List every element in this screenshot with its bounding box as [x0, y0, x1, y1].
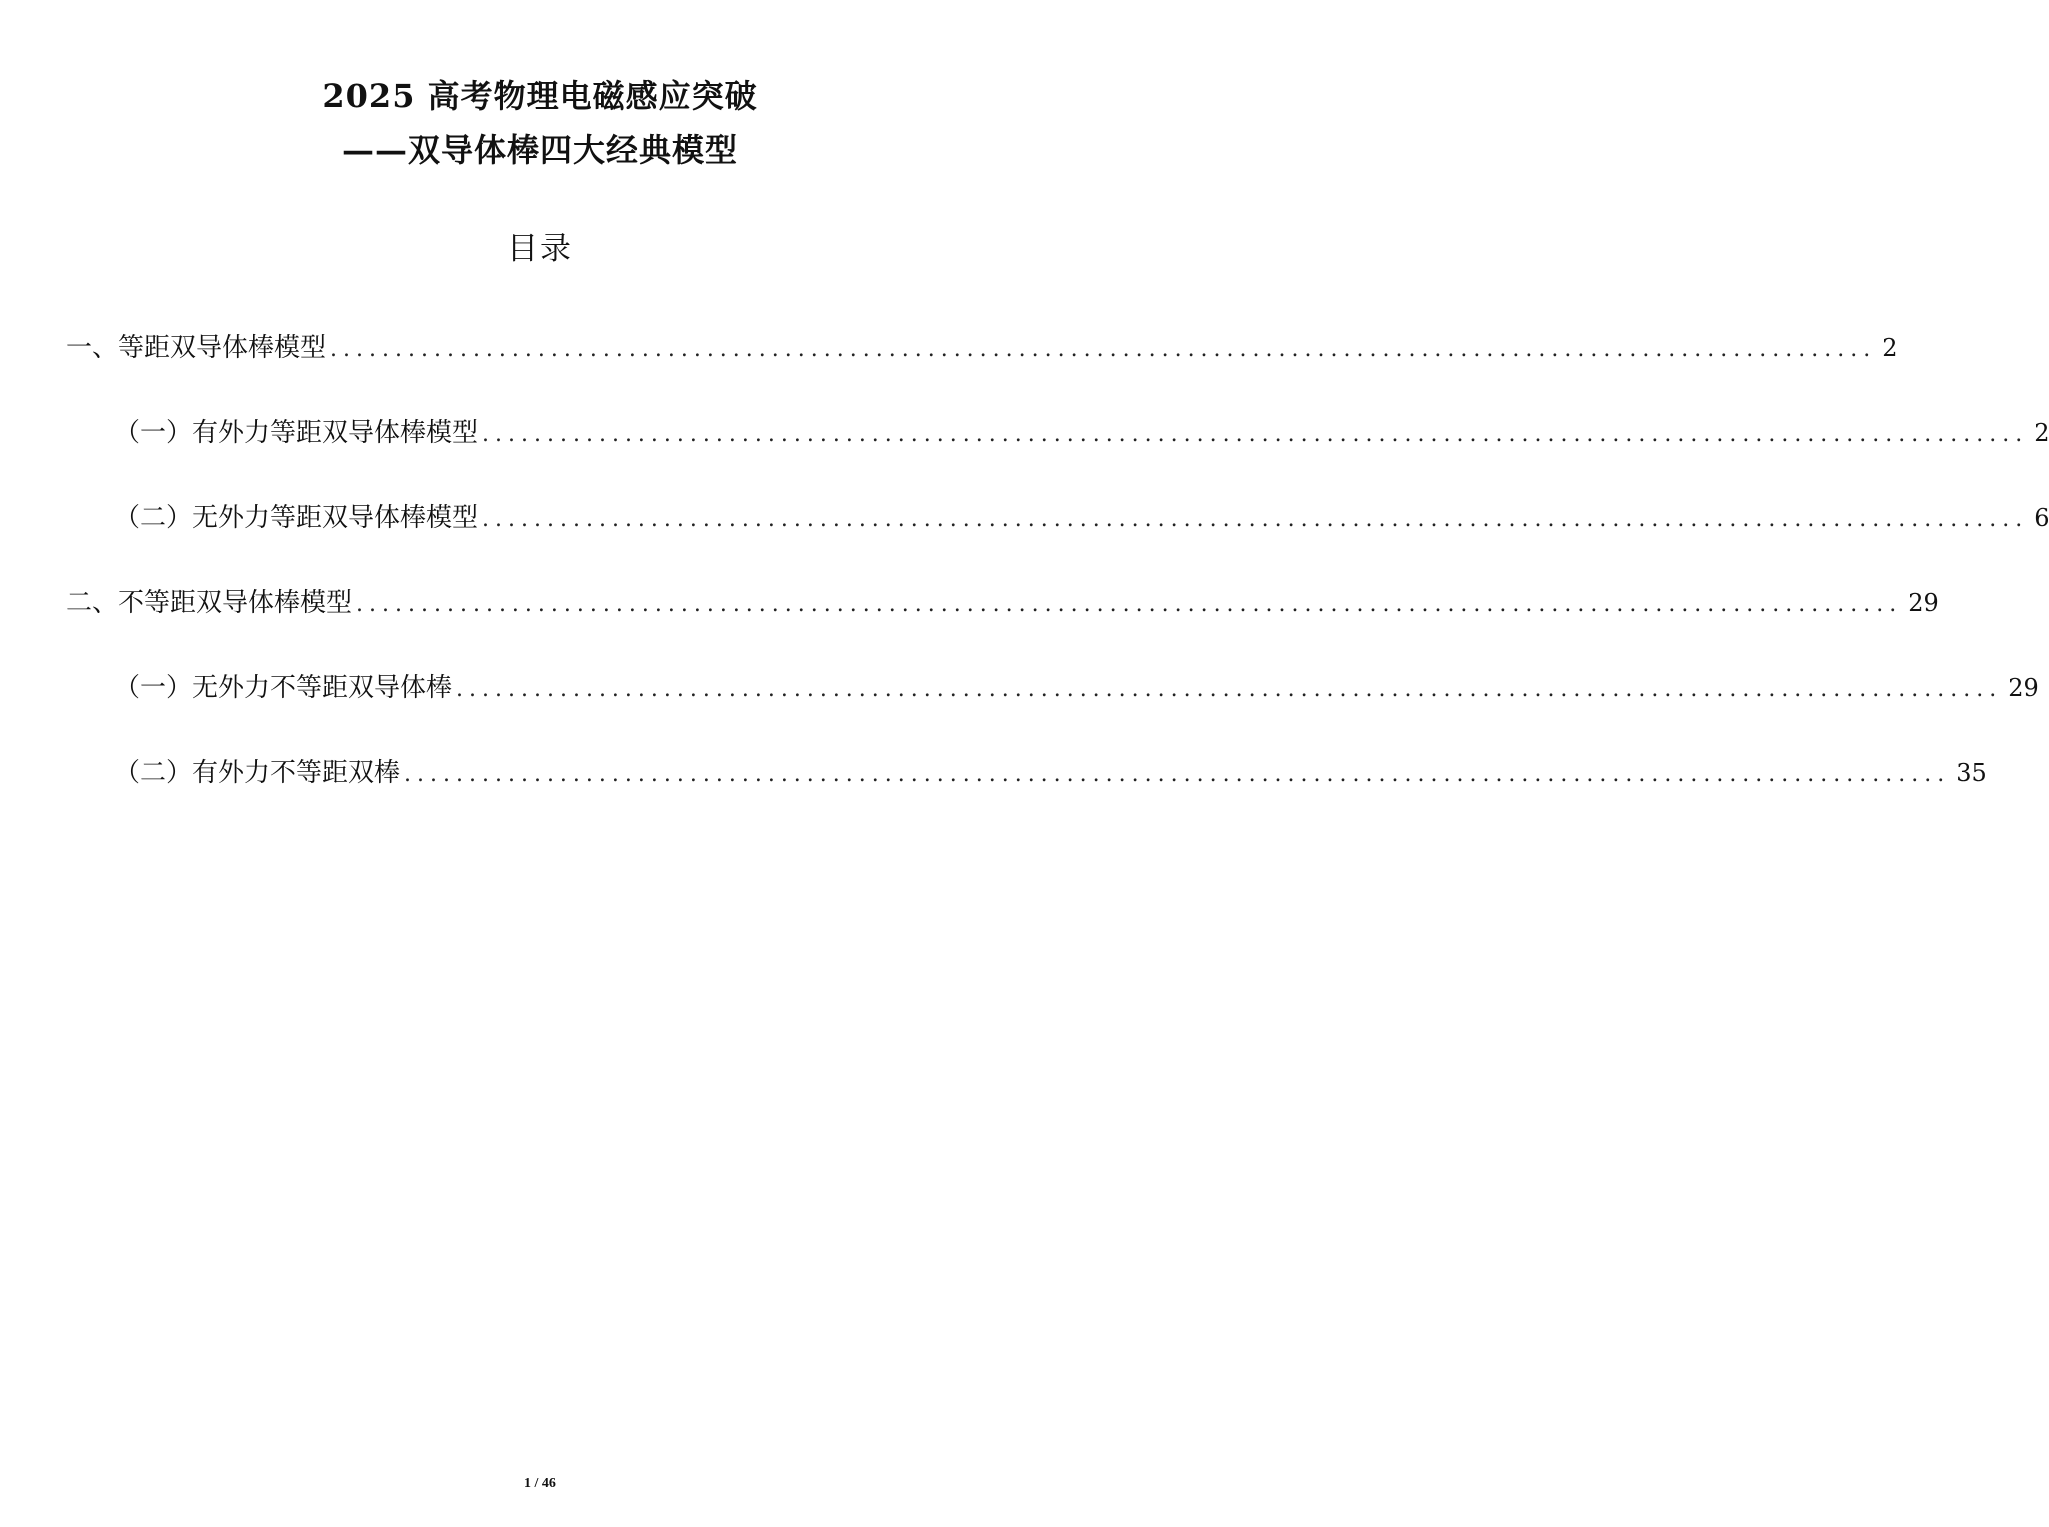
toc-dot-leader: ....................................................................................................................... [482, 422, 2029, 447]
document-subtitle: ——双导体棒四大经典模型 [341, 131, 738, 169]
toc-entry-section-1-2[interactable] [114, 498, 2049, 538]
toc-entry-label: （二）无外力等距双导体棒模型 [114, 503, 479, 533]
toc-entry-label: 一、等距双导体棒模型 [66, 333, 327, 363]
toc-page-number: 6 [2034, 504, 2049, 532]
toc-entry-label: 二、不等距双导体棒模型 [66, 588, 353, 618]
toc-entry-label: （一）无外力不等距双导体棒 [114, 673, 453, 703]
document-title: 2025 高考物理电磁感应突破 [322, 77, 758, 115]
toc-entry-label: （二）有外力不等距双棒 [114, 758, 401, 788]
toc-page-number: 35 [1956, 759, 1987, 787]
toc-page-number: 29 [1908, 589, 1939, 617]
toc-page-number: 29 [2008, 674, 2039, 702]
page-footer-number: 1 / 46 [524, 1476, 556, 1491]
toc-entry-section-2-1[interactable] [114, 668, 2039, 708]
toc-entry-section-1[interactable] [66, 328, 1898, 368]
toc-page-number: 2 [2034, 419, 2049, 447]
toc-heading: 目录 [507, 231, 573, 267]
toc-dot-leader: ....................................................................................................................... [456, 677, 2003, 702]
toc-dot-leader: ....................................................................................................................... [330, 337, 1877, 362]
toc-entry-section-2-2[interactable] [114, 753, 1987, 793]
toc-entry-section-1-1[interactable] [114, 413, 2049, 453]
toc-dot-leader: ....................................................................................................................... [482, 507, 2029, 532]
toc-page-number: 2 [1882, 334, 1898, 362]
toc-entry-section-2[interactable] [66, 583, 1939, 623]
toc-dot-leader: ....................................................................................................................... [404, 762, 1951, 787]
toc-dot-leader: ....................................................................................................................... [356, 592, 1903, 617]
toc-entry-label: （一）有外力等距双导体棒模型 [114, 418, 479, 448]
